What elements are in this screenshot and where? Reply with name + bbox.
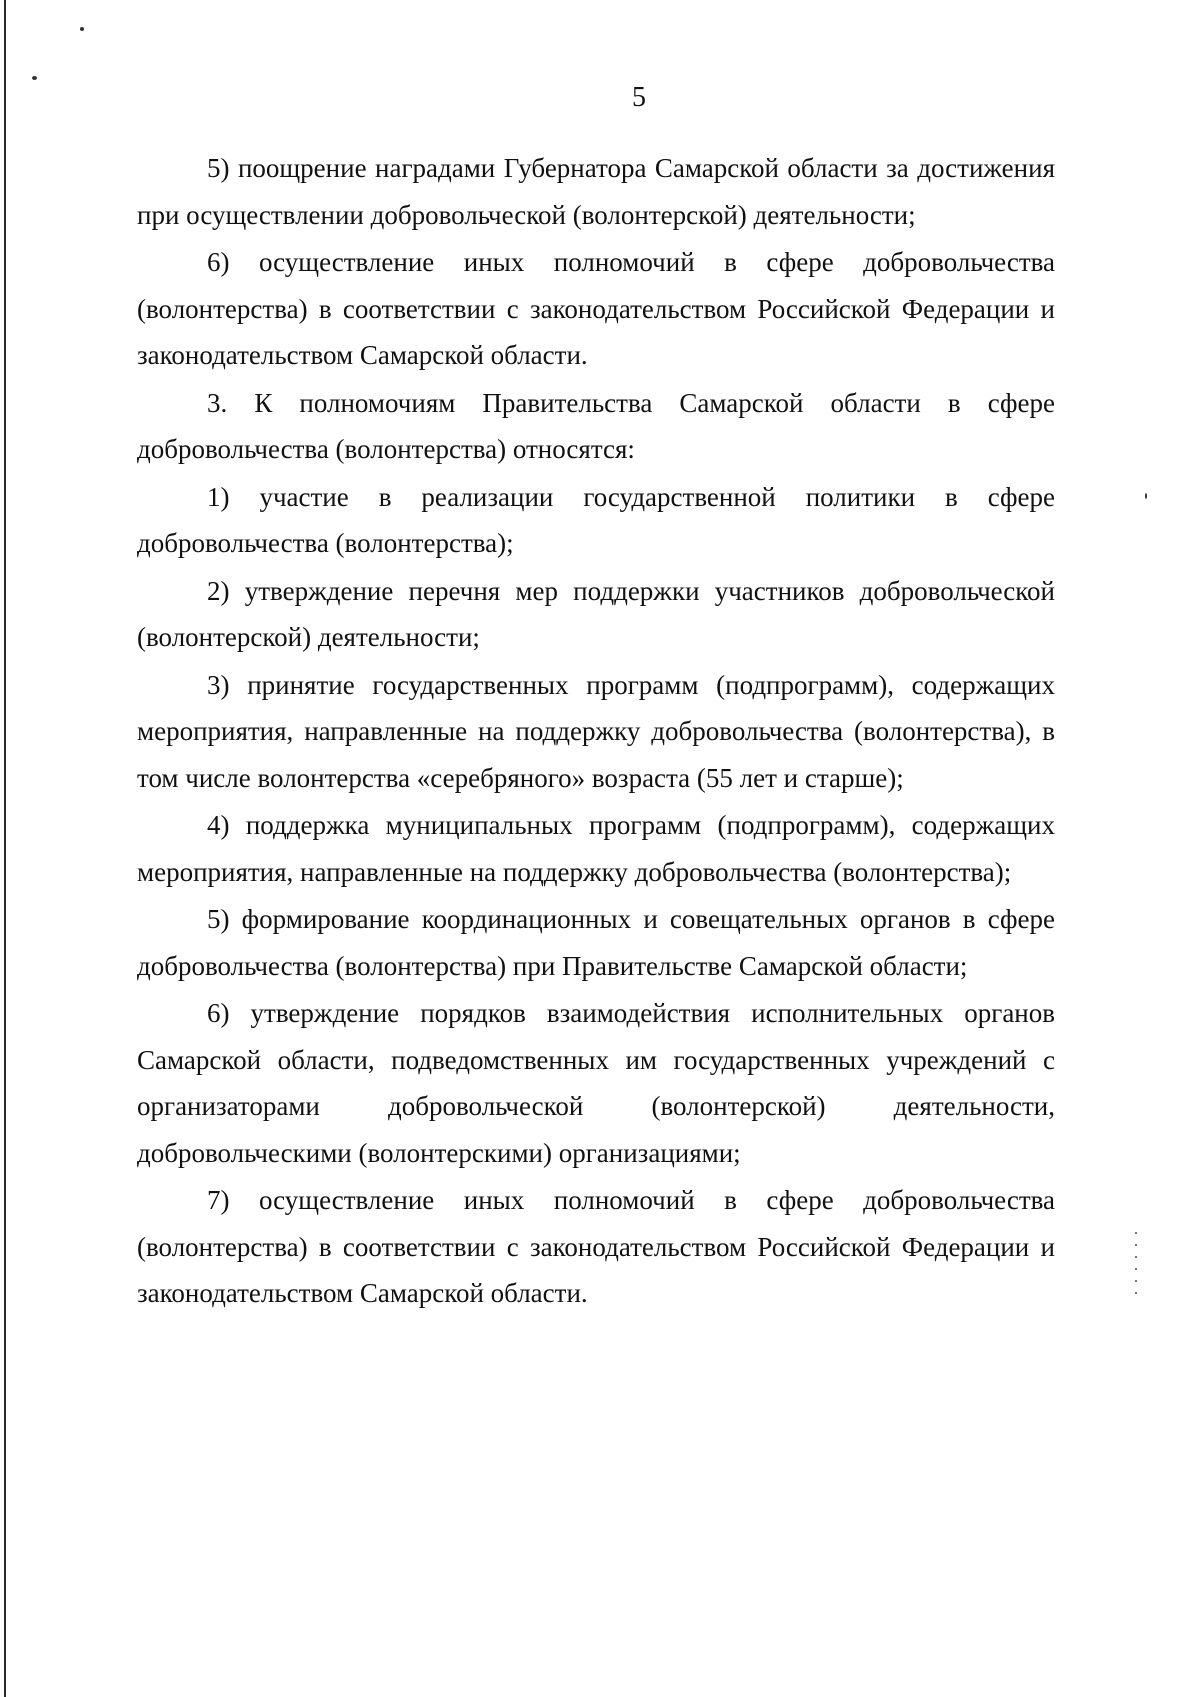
- scan-speck: [32, 76, 37, 80]
- list-item-7-other-powers: 7) осуществление иных полномочий в сфере добровольчества (волонтерства) в соответствии с законодательством Российской Федерации и законодательством Самарской области.: [137, 1185, 1055, 1308]
- scan-speck: [1145, 493, 1147, 499]
- list-item-3-state-programs: 3) принятие государственных программ (подпрограмм), содержащих мероприятия, направленные на поддержку добровольчества (волонтерства), в том числе волонтерства «серебряного» возраста (55 лет и старше);: [137, 669, 1055, 793]
- list-item-5-coordination-bodies: 5) формирование координационных и совещательных органов в сфере добровольчества (волонтерства) при Правительстве Самарской области;: [137, 904, 1055, 981]
- page-number: 5: [632, 82, 646, 113]
- list-item-6-other-powers: 6) осуществление иных полномочий в сфере добровольчества (волонтерства) в соответствии с законодательством Российской Федерации и законодательством Самарской области.: [137, 247, 1055, 370]
- scan-speck: [80, 27, 84, 31]
- list-item-6-interaction-procedures: 6) утверждение порядков взаимодействия исполнительных органов Самарской области, подведомственных им государственных учреждений с организаторами добровольческой (волонтерской) деятельности, добровольческими (волонтерскими) организациями;: [137, 998, 1055, 1168]
- scan-margin-marks: [1133, 1232, 1139, 1302]
- list-item-5-governor-awards: 5) поощрение наградами Губернатора Самарской области за достижения при осуществлении добровольческой (волонтерской) деятельности;: [137, 153, 1055, 230]
- list-item-2-support-measures: 2) утверждение перечня мер поддержки участников добровольческой (волонтерской) деятельности;: [137, 575, 1055, 652]
- list-item-1-state-policy: 1) участие в реализации государственной политики в сфере добровольчества (волонтерства);: [137, 481, 1055, 558]
- scan-binding-edge: [4, 0, 6, 1697]
- list-item-4-municipal-programs: 4) поддержка муниципальных программ (подпрограмм), содержащих мероприятия, направленные на поддержку добровольчества (волонтерства);: [137, 810, 1055, 887]
- document-body: [137, 145, 1055, 1317]
- section-3-heading: 3. К полномочиям Правительства Самарской области в сфере добровольчества (волонтерства) относятся:: [137, 387, 1055, 464]
